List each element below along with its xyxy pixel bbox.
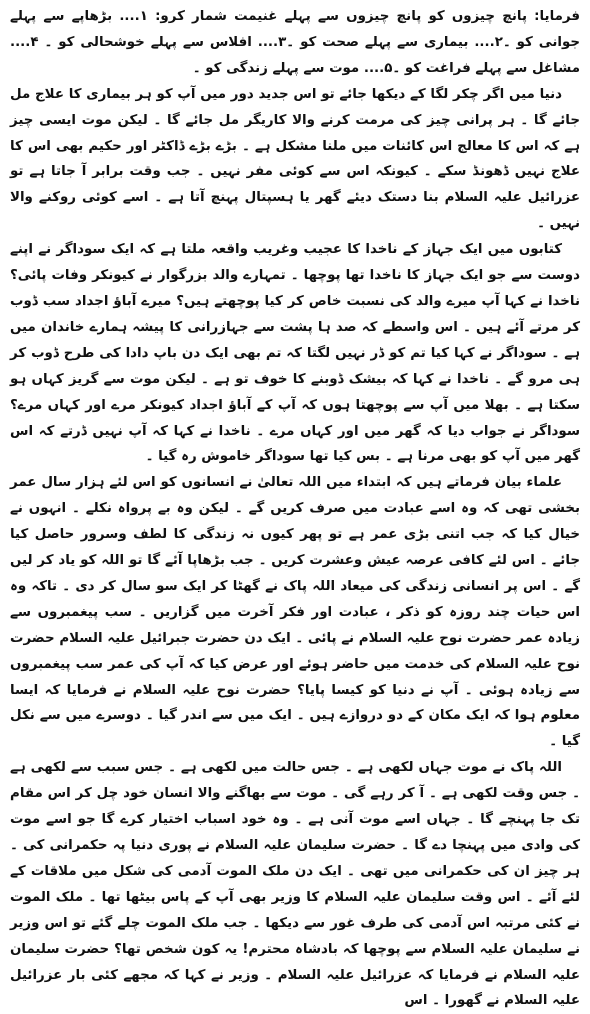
paragraph-hadith: فرمایا: پانچ چیزوں کو پانچ چیزوں سے پہلے غنیمت شمار کرو: ۱.... بڑھاپے سے پہلے جوانی کو ۔۲.... بیماری سے پہلے صحت کو ۔۳.... افلاس سے پہلے خوشحالی کو ۔ ۴.... مشاغل سے پہلے فراغت کو ۔۵.... موت سے پہلے زندگی کو ۔ [10, 9, 580, 76]
paragraph-no-cure-for-death: دنیا میں اگر چکر لگا کے دیکھا جائے تو اس جدید دور میں آپ کو ہر بیماری کا علاج مل جائے گا ۔ ہر پرانی چیز کی مرمت کرنے والا کاریگر مل جائے گا ۔ لیکن موت ایسی چیز ہے کہ اس کا معالج اس کائنات میں ملنا مشکل ہے ۔ بڑے بڑے ڈاکٹر اور حکیم بھی اس کا علاج نہیں ڈھونڈ سکے ۔ کیونکہ اس سے کوئی مفر نہیں ۔ جب وقت برابر آ جاتا ہے تو عزرائیل علیہ السلام بنا دستک دیئے گھر یا ہسپتال پہنچ آتا ہے ۔ اسے کوئی روکنے والا نہیں ۔ [10, 86, 580, 232]
paragraph-lifespan: علماء بیان فرماتے ہیں کہ ابتداء میں اللہ تعالیٰ نے انسانوں کو اس لئے ہزار سال عمر بخشی تھی کہ وہ اسے عبادت میں صرف کریں گے ۔ لیکن وہ بے پرواہ نکلے ۔ انہوں نے خیال کیا کہ جب اتنی بڑی عمر ہے تو پھر کیوں نہ زندگی کا لطف وسرور حاصل کیا جائے ۔ اس لئے کافی عرصہ عیش وعشرت کریں ۔ جب بڑھاپا آئے گا تو اللہ کو یاد کر لیں گے ۔ اس پر انسانی زندگی کی میعاد اللہ پاک نے گھٹا کر ایک سو سال کر دی ۔ تاکہ وہ اس حیات چند روزہ کو ذکر ، عبادت اور فکر آخرت میں گزاریں ۔ سب پیغمبروں سے زیادہ عمر حضرت نوح علیہ السلام نے پائی ۔ ایک دن حضرت جبرائیل علیہ السلام حضرت نوح علیہ السلام کی خدمت میں حاضر ہوئے اور عرض کیا کہ آپ کی عمر سب پیغمبروں سے زیادہ ہوئی ۔ آپ نے دنیا کو کیسا پایا؟ حضرت نوح علیہ السلام نے فرمایا کہ ایسا معلوم ہوا کہ ایک مکان کے دو دروازے ہیں ۔ ایک میں سے اندر گیا ۔ دوسرے میں سے نکل گیا ۔ [10, 475, 580, 750]
paragraph-ship-captain-story: کتابوں میں ایک جہاز کے ناخدا کا عجیب وغریب واقعہ ملتا ہے کہ ایک سوداگر نے اپنے دوست سے جو ایک جہاز کا ناخدا تھا پوچھا ۔ تمہارے والد بزرگوار نے کیونکر وفات پائی؟ ناخدا نے کہا آپ میرے والد کی نسبت خاص کر کیا پوچھتے ہیں؟ میرے آباؤ اجداد سب ڈوب کر مرتے آئے ہیں ۔ اس واسطے کہ صد ہا پشت سے جہازرانی کا پیشہ ہمارے خاندان میں ہے ۔ سوداگر نے کہا کیا تم کو ڈر نہیں لگتا کہ تم بھی ایک دن باپ دادا کی طرح ڈوب کر ہی مرو گے ۔ ناخدا نے کہا کہ بیشک ڈوبنے کا خوف تو ہے ۔ لیکن موت سے گریز کہاں ہو سکتا ہے ۔ بھلا میں آپ سے پوچھتا ہوں کہ آپ کے آباؤ اجداد کیونکر مرے اور کہاں مرے؟ سوداگر نے جواب دیا کہ گھر میں اور کہاں مرے ۔ ناخدا نے کہا کہ آپ نہیں ڈرتے کہ اس گھر میں آپ کو بھی مرنا ہے ۔ بس کیا تھا سوداگر خاموش رہ گیا ۔ [10, 242, 580, 465]
paragraph-solomon-story: اللہ پاک نے موت جہاں لکھی ہے ۔ جس حالت میں لکھی ہے ۔ جس سبب سے لکھی ہے ۔ جس وقت لکھی ہے ۔ آ کر رہے گی ۔ موت سے بھاگنے والا انسان خود چل کر اس مقام تک جا پہنچے گا ۔ جہاں اسے موت آنی ہے ۔ وہ خود اسباب اختیار کرے گا جو اسے موت کی وادی میں پہنچا دے گا ۔ حضرت سلیمان علیہ السلام نے پوری دنیا پہ حکمرانی کی ۔ ہر چیز ان کی حکمرانی میں تھی ۔ ایک دن ملک الموت آدمی کی شکل میں ملاقات کے لئے آئے ۔ اس وقت سلیمان علیہ السلام کا وزیر بھی آپ کے پاس بیٹھا تھا ۔ ملک الموت نے کئی مرتبہ اس آدمی کی طرف غور سے دیکھا ۔ جب ملک الموت چلے گئے تو اس وزیر نے سلیمان علیہ السلام سے پوچھا کہ بادشاہ محترم! یہ کون شخص تھا؟ حضرت سلیمان علیہ السلام نے فرمایا کہ عزرائیل علیہ السلام ۔ وزیر نے کہا کہ مجھے کئی بار عزرائیل علیہ السلام نے گھورا ۔ اس [10, 760, 580, 1009]
